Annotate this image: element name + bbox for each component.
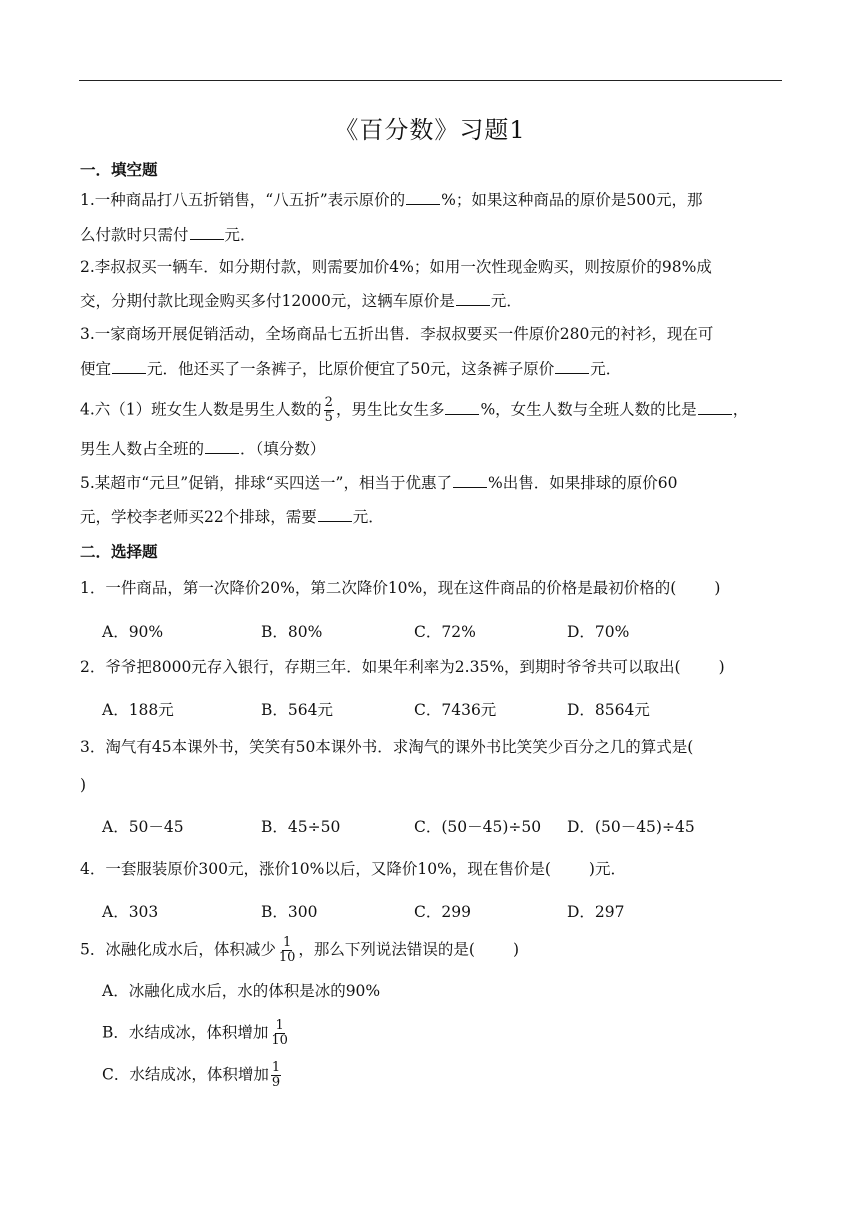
c5-stem: 5．冰融化成水后，体积减少 $\frac{1}{10}$ ，那么下列说法错误的是( ) <box>80 935 520 965</box>
q3-line2: 便宜 元．他还买了一条裤子，比原价便宜了50元，这条裤子原价 元． <box>80 360 622 378</box>
option-b[interactable]: B．45÷50 <box>261 818 341 836</box>
fraction: $\frac{1}{10}$ <box>278 935 296 965</box>
option-b[interactable]: B．564元 <box>261 701 333 719</box>
answer-blank[interactable] <box>112 358 146 374</box>
option-d[interactable]: D．8564元 <box>567 701 650 719</box>
answer-blank[interactable] <box>445 399 479 415</box>
fraction: $\frac{2}{5}$ <box>324 395 333 425</box>
q5-line1: 5.某超市“元旦”促销，排球“买四送一”，相当于优惠了 %出售．如果排球的原价60 <box>80 474 678 492</box>
answer-blank[interactable] <box>555 358 589 374</box>
header-rule <box>79 80 782 81</box>
fraction: $\frac{1}{9}$ <box>271 1060 281 1090</box>
c5-option-c[interactable]: C．水结成冰，体积增加 $\frac{1}{9}$ <box>102 1060 281 1090</box>
answer-blank[interactable] <box>318 506 352 522</box>
c1-stem: 1．一件商品，第一次降价20%，第二次降价10%，现在这件商品的价格是最初价格的( ) <box>80 579 721 597</box>
c5-option-b[interactable]: B．水结成冰，体积增加 $\frac{1}{10}$ <box>102 1018 288 1048</box>
option-c[interactable]: C．72% <box>414 623 476 641</box>
option-a[interactable]: A．188元 <box>102 701 174 719</box>
option-d[interactable]: D．297 <box>567 903 625 921</box>
q1-line2: 么付款时只需付 元． <box>80 226 256 244</box>
q5-line2: 元，学校李老师买22个排球，需要 元． <box>80 508 384 526</box>
answer-blank[interactable] <box>456 290 490 306</box>
option-c[interactable]: C．(50－45)÷50 <box>414 818 542 836</box>
q3-line1: 3.一家商场开展促销活动，全场商品七五折出售．李叔叔要买一件原价280元的衬衫，现在可 <box>80 325 714 343</box>
option-a[interactable]: A．50－45 <box>102 818 184 836</box>
c5-option-a[interactable]: A．冰融化成水后，水的体积是冰的90% <box>102 982 381 1000</box>
answer-blank[interactable] <box>190 224 224 240</box>
option-c[interactable]: C．7436元 <box>414 701 497 719</box>
c3-stem: 3．淘气有45本课外书，笑笑有50本课外书．求淘气的课外书比笑笑少百分之几的算式是( <box>80 738 694 756</box>
q2-line1: 2.李叔叔买一辆车．如分期付款，则需要加价4%；如用一次性现金购买，则按原价的98%成 <box>80 258 712 276</box>
option-b[interactable]: B．300 <box>261 903 318 921</box>
answer-blank[interactable] <box>406 189 440 205</box>
section-choice-heading: 二．选择题 <box>80 543 158 561</box>
option-c[interactable]: C．299 <box>414 903 471 921</box>
answer-blank[interactable] <box>698 399 732 415</box>
section-fill-blank-heading: 一．填空题 <box>80 161 158 179</box>
option-a[interactable]: A．303 <box>102 903 159 921</box>
fraction: $\frac{1}{10}$ <box>271 1018 288 1048</box>
q4-line2: 男生人数占全班的 ．（填分数） <box>80 440 326 458</box>
answer-blank[interactable] <box>205 438 239 454</box>
c2-stem: 2．爷爷把8000元存入银行，存期三年．如果年利率为2.35%，到期时爷爷共可以取出( ) <box>80 658 725 676</box>
answer-blank[interactable] <box>453 472 487 488</box>
option-d[interactable]: D．(50－45)÷45 <box>567 818 695 836</box>
q1-line1: 1.一种商品打八五折销售，“八五折”表示原价的 %；如果这种商品的原价是500元，那 <box>80 191 703 209</box>
q2-line2: 交，分期付款比现金购买多付12000元，这辆车原价是 元． <box>80 292 522 310</box>
option-b[interactable]: B．80% <box>261 623 323 641</box>
c4-stem: 4．一套服装原价300元，涨价10%以后，又降价10%，现在售价是( )元． <box>80 860 626 878</box>
option-d[interactable]: D．70% <box>567 623 630 641</box>
c3-close: ) <box>80 776 87 794</box>
q4-line1: 4.六（1）班女生人数是男生人数的 $\frac{2}{5}$ ，男生比女生多 %，女生人数与全班人数的比是 ， <box>80 395 749 425</box>
page-title: 《百分数》习题1 <box>334 116 526 144</box>
option-a[interactable]: A．90% <box>102 623 164 641</box>
